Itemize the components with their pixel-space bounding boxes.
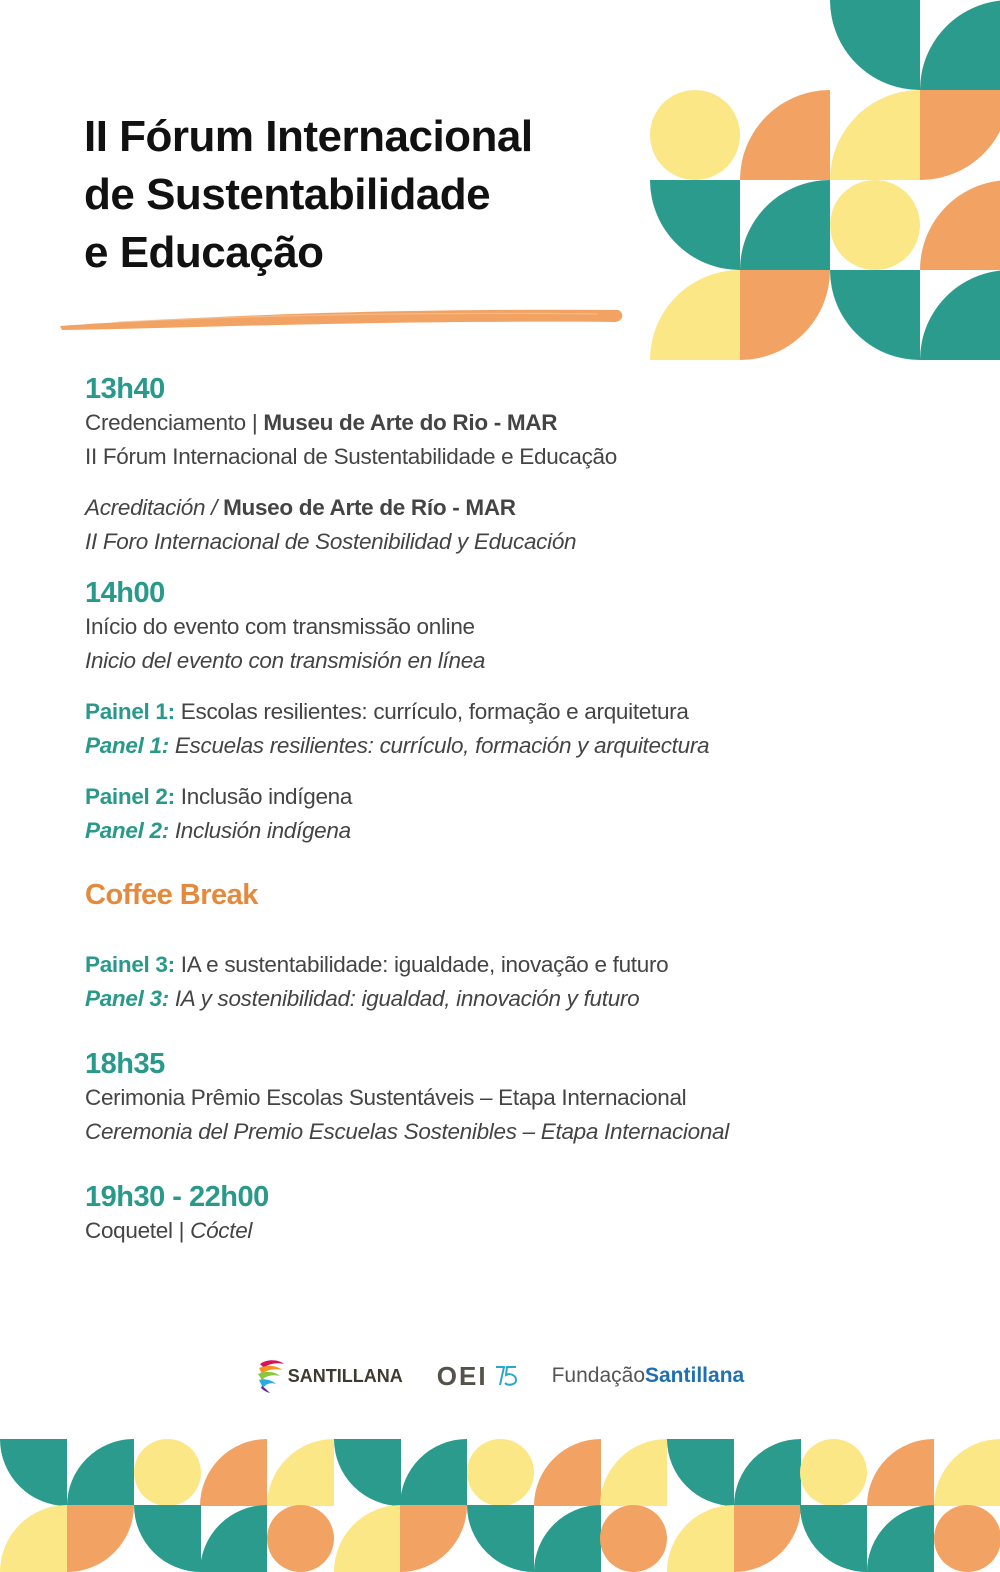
orange-quarter-shape [920,180,1000,270]
santillana-logo [256,1358,403,1394]
yellow-quarter-shape [0,1505,67,1572]
yellow-quarter-shape [934,1439,1000,1506]
agenda-line-es [85,729,845,763]
panel-title: Escuelas resilientes: currículo, formación y arquitectura [168,733,710,758]
teal-quarter-shape [400,1439,467,1506]
time-label: 18h35 [85,1048,165,1080]
teal-quarter-shape [667,1439,734,1506]
yellow-quarter-shape [600,1439,667,1506]
yellow-circle-shape [650,90,740,180]
agenda-panel-2 [85,780,845,848]
teal-quarter-shape [650,180,740,270]
agenda-line-es: Inicio del evento con transmisión en línea [85,648,486,673]
agenda-line-pt [85,406,845,440]
yellow-quarter-shape [334,1505,401,1572]
coquetel-text: Coquetel | [85,1218,191,1243]
time-label: 13h40 [85,373,165,405]
orange-quarter-shape [734,1505,801,1572]
orange-quarter-shape [67,1505,134,1572]
orange-quarter-shape [740,270,830,360]
panel-title: IA e sustentabilidade: igualdade, inovação e futuro [174,952,669,977]
time-label: 14h00 [85,577,165,609]
agenda-line-pt [85,780,845,814]
oei-logo-text: OEI [436,1360,488,1391]
panel-title: Escolas resilientes: currículo, formação e arquitetura [174,699,689,724]
agenda-line-pt [85,948,845,982]
teal-quarter-shape [534,1505,601,1572]
agenda [85,372,845,1248]
panel-label: Panel 1: [85,733,169,758]
teal-quarter-shape [200,1505,267,1572]
agenda-line-es: Ceremonia del Premio Escuelas Sostenibles – Etapa Internacional [85,1119,729,1144]
panel-label: Painel 2: [85,784,175,809]
orange-circle-shape [267,1505,334,1572]
panel-label: Panel 3: [85,986,169,1011]
yellow-circle-shape [800,1439,867,1506]
yellow-quarter-shape [830,90,920,180]
yellow-quarter-shape [267,1439,334,1506]
orange-quarter-shape [740,90,830,180]
acreditacion-text: Acreditación / [85,495,224,520]
teal-quarter-shape [740,180,830,270]
orange-quarter-shape [400,1505,467,1572]
agenda-panel-3 [85,948,845,1016]
agenda-line-pt: II Fórum Internacional de Sustentabilidade e Educação [85,444,617,469]
panel-label: Panel 2: [85,818,169,843]
venue-name: Museo de Arte de Río - MAR [223,495,516,520]
yellow-circle-shape [467,1439,534,1506]
teal-quarter-shape [920,270,1000,360]
agenda-section-ceremony [85,1047,845,1149]
teal-quarter-shape [134,1505,201,1572]
teal-quarter-shape [830,270,920,360]
title-line: de Sustentabilidade [84,170,491,219]
orange-circle-shape [934,1505,1000,1572]
teal-quarter-shape [0,1439,67,1506]
yellow-quarter-shape [667,1505,734,1572]
page-title [84,108,533,282]
sponsor-logos [0,1358,1000,1394]
agenda-section-credentialing [85,372,845,559]
teal-quarter-shape [734,1439,801,1506]
oei-75-icon [494,1365,518,1387]
title-line: II Fórum Internacional [84,112,533,161]
coctel-text: Cóctel [190,1218,253,1243]
orange-quarter-shape [867,1439,934,1506]
agenda-line-pt: Cerimonia Prêmio Escolas Sustentáveis – Etapa Internacional [85,1085,687,1110]
teal-quarter-shape [830,0,920,90]
agenda-line-pt: Início do evento com transmissão online [85,614,475,639]
venue-name: Museu de Arte do Rio - MAR [263,410,558,435]
santillana-logo-text: SANTILLANA [287,1365,403,1386]
santillana-swirl-icon [256,1358,286,1394]
agenda-line [85,1214,845,1248]
panel-title: IA y sostenibilidad: igualdad, innovación y futuro [168,986,640,1011]
teal-quarter-shape [920,0,1000,90]
agenda-section-cocktail [85,1180,845,1248]
agenda-line-es [85,491,845,525]
panel-label: Painel 1: [85,699,175,724]
oei-logo [437,1361,518,1392]
agenda-line-es [85,982,845,1016]
teal-quarter-shape [867,1505,934,1572]
title-line: e Educação [84,228,324,277]
teal-quarter-shape [334,1439,401,1506]
panel-title: Inclusão indígena [174,784,353,809]
yellow-circle-shape [134,1439,201,1506]
fundacao-text: Fundação [551,1364,645,1387]
fundacao-santillana-logo [552,1364,745,1388]
orange-quarter-shape [534,1439,601,1506]
santillana-text: Santillana [645,1364,745,1387]
agenda-line-es [85,814,845,848]
agenda-line-es: II Foro Internacional de Sostenibilidad y Educación [85,529,577,554]
time-label: 19h30 - 22h00 [85,1181,269,1213]
teal-quarter-shape [467,1505,534,1572]
orange-quarter-shape [920,90,1000,180]
teal-quarter-shape [67,1439,134,1506]
teal-quarter-shape [800,1505,867,1572]
coffee-break-heading: Coffee Break [85,879,258,911]
agenda-panel-1 [85,695,845,763]
orange-quarter-shape [200,1439,267,1506]
agenda-line-pt [85,695,845,729]
orange-circle-shape [600,1505,667,1572]
agenda-section-start [85,576,845,678]
yellow-quarter-shape [650,270,740,360]
yellow-circle-shape [830,180,920,270]
credenciamento-text: Credenciamento | [85,410,264,435]
panel-title: Inclusión indígena [168,818,351,843]
panel-label: Painel 3: [85,952,175,977]
brush-stroke-divider [58,300,626,334]
